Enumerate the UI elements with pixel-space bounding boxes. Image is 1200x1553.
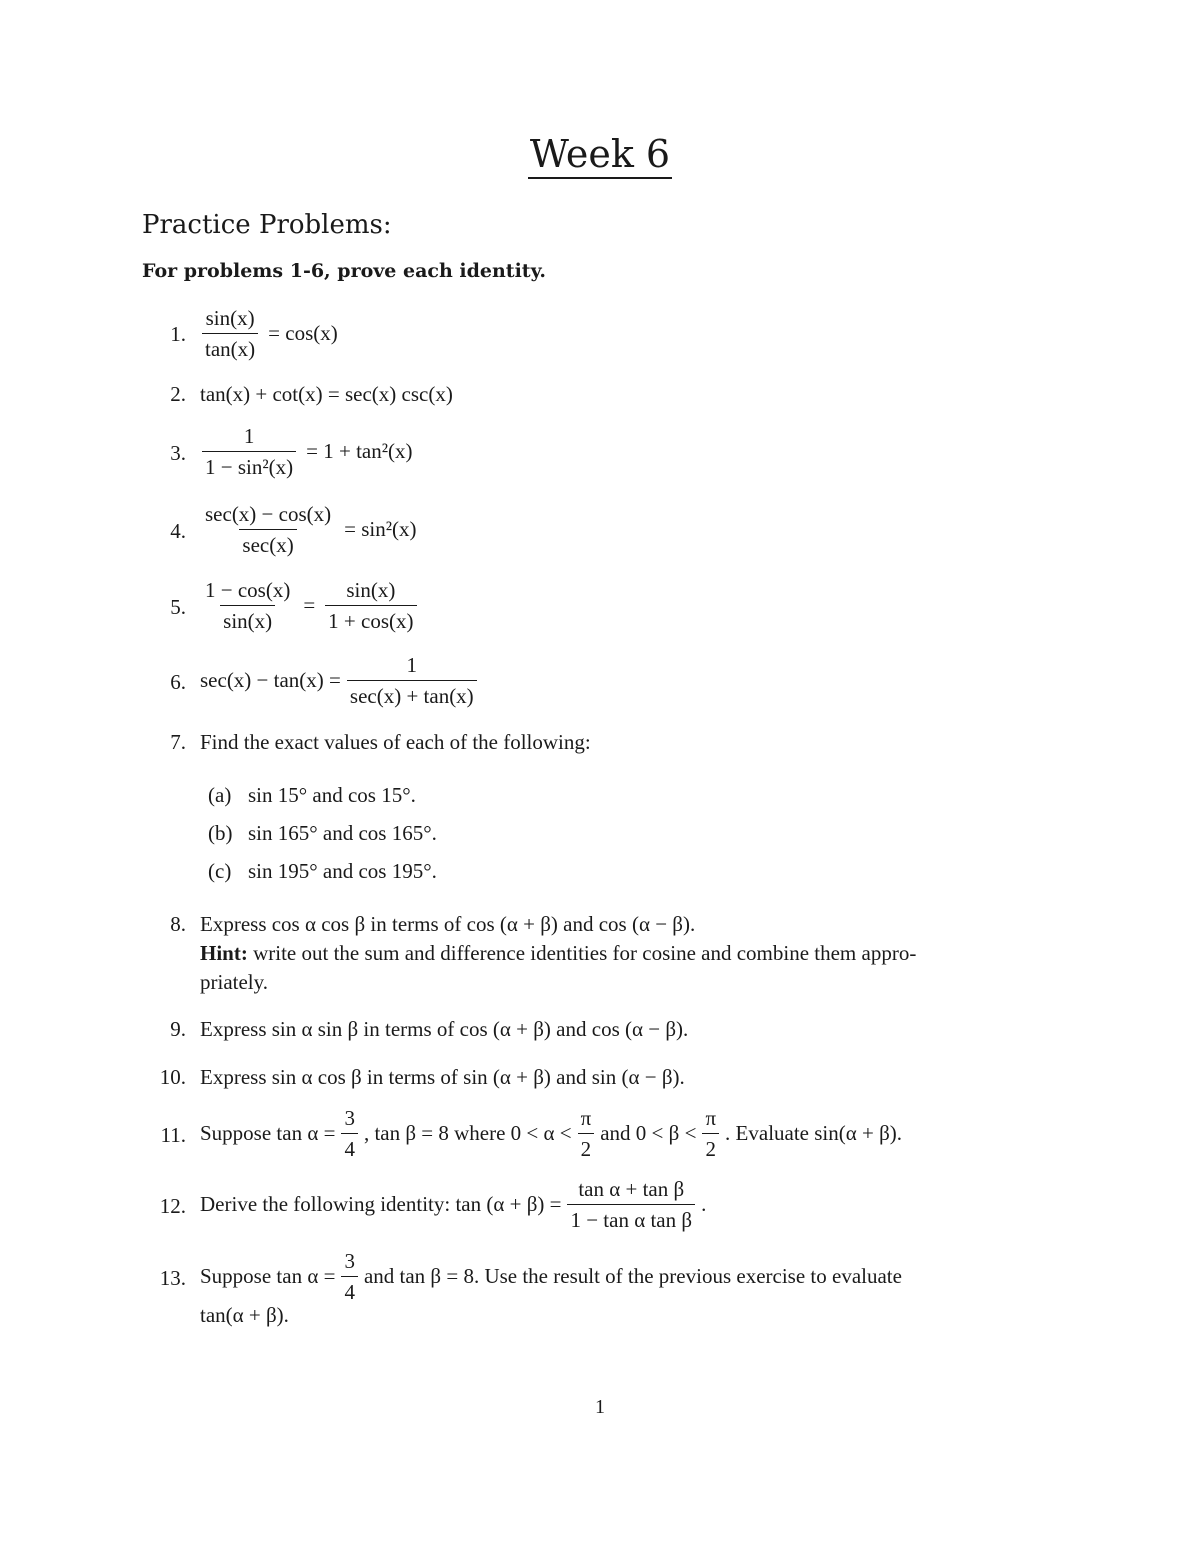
fraction-numerator: 1 − cos(x) bbox=[205, 578, 291, 602]
problem-number: 1. bbox=[170, 322, 186, 346]
subproblem-label: (c) bbox=[208, 859, 232, 883]
problem-3 bbox=[196, 424, 417, 479]
problem-number: 2. bbox=[170, 382, 186, 406]
problem-number: 11. bbox=[160, 1123, 186, 1147]
fraction-denominator: 4 bbox=[341, 1276, 358, 1304]
fraction-numerator: 3 bbox=[344, 1249, 355, 1273]
problem-text: and 0 < β < bbox=[600, 1121, 697, 1145]
fraction-numerator: sec(x) − cos(x) bbox=[205, 502, 332, 526]
problem-1 bbox=[196, 306, 342, 361]
problem-number: 10. bbox=[159, 1065, 186, 1089]
problem-text: . Evaluate sin(α + β). bbox=[725, 1121, 903, 1145]
problem-10-text: Express sin α cos β in terms of sin (α + β) and sin (α − β). bbox=[200, 1065, 685, 1089]
subproblem-b bbox=[208, 821, 437, 846]
fraction-denominator: 4 bbox=[341, 1133, 358, 1161]
equation-lhs: sec(x) − tan(x) = bbox=[200, 668, 341, 692]
fraction-denominator: 1 + cos(x) bbox=[325, 605, 416, 633]
hint-line bbox=[200, 941, 916, 966]
section-heading: Practice Problems: bbox=[142, 210, 392, 240]
problem-number: 5. bbox=[170, 595, 186, 619]
fraction-numerator: 3 bbox=[344, 1106, 355, 1130]
problem-9-text: Express sin α sin β in terms of cos (α + β) and cos (α − β). bbox=[200, 1017, 689, 1041]
problem-13-continuation: tan(α + β). bbox=[200, 1303, 289, 1327]
fraction-numerator: 1 bbox=[243, 424, 255, 448]
hint-label: Hint: bbox=[200, 941, 248, 965]
fraction-numerator: π bbox=[580, 1106, 592, 1130]
problem-number: 8. bbox=[170, 912, 186, 936]
fraction-numerator: π bbox=[705, 1106, 717, 1130]
problem-number: 6. bbox=[170, 670, 186, 694]
fraction-numerator: sin(x) bbox=[346, 578, 396, 602]
fraction-numerator: tan α + tan β bbox=[578, 1177, 685, 1201]
equation-rhs: = 1 + tan²(x) bbox=[306, 439, 413, 463]
problem-number: 4. bbox=[170, 519, 186, 543]
fraction-denominator: tan(x) bbox=[202, 333, 258, 361]
problem-number: 7. bbox=[170, 730, 186, 754]
fraction-denominator: 1 − tan α tan β bbox=[567, 1204, 695, 1232]
problem-6 bbox=[200, 653, 483, 708]
subproblem-a bbox=[208, 783, 416, 808]
problem-12 bbox=[200, 1177, 706, 1232]
equation-rhs: = sin²(x) bbox=[344, 517, 417, 541]
equation-rhs: = cos(x) bbox=[268, 321, 338, 345]
fraction-denominator: sin(x) bbox=[220, 605, 275, 633]
problem-text: , tan β = 8 where 0 < α < bbox=[363, 1121, 572, 1145]
problem-number: 3. bbox=[170, 441, 186, 465]
subproblem-text: sin 195° and cos 195°. bbox=[248, 859, 437, 883]
problem-11 bbox=[200, 1106, 902, 1161]
subproblem-text: sin 15° and cos 15°. bbox=[248, 783, 416, 807]
problem-text: Derive the following identity: tan (α + β) = bbox=[200, 1192, 562, 1216]
problem-2: tan(x) + cot(x) = sec(x) csc(x) bbox=[200, 382, 453, 406]
subproblem-text: sin 165° and cos 165°. bbox=[248, 821, 437, 845]
problem-13 bbox=[200, 1249, 902, 1304]
problem-text: and tan β = 8. Use the result of the previous exercise to evaluate bbox=[363, 1264, 902, 1288]
problem-text: . bbox=[701, 1192, 707, 1216]
fraction-denominator: sec(x) bbox=[239, 529, 296, 557]
problem-number: 9. bbox=[170, 1017, 186, 1041]
fraction-denominator: sec(x) + tan(x) bbox=[347, 680, 477, 708]
page-number: 1 bbox=[595, 1396, 605, 1418]
fraction-denominator: 1 − sin²(x) bbox=[202, 451, 296, 479]
problem-7-text: Find the exact values of each of the following: bbox=[200, 730, 591, 754]
equals-sign: = bbox=[303, 593, 316, 617]
fraction-numerator: sin(x) bbox=[205, 306, 255, 330]
hint-continuation: priately. bbox=[200, 970, 269, 994]
subproblem-label: (b) bbox=[208, 821, 233, 845]
problem-4 bbox=[196, 502, 421, 557]
problem-number: 12. bbox=[159, 1194, 186, 1218]
page-title: Week 6 bbox=[0, 132, 1200, 176]
problem-5 bbox=[196, 578, 423, 633]
problem-text: Suppose tan α = bbox=[200, 1121, 336, 1145]
problem-number: 13. bbox=[159, 1266, 186, 1290]
instructions: For problems 1-6, prove each identity. bbox=[142, 260, 547, 282]
problem-text: Suppose tan α = bbox=[200, 1264, 336, 1288]
hint-text: write out the sum and difference identities for cosine and combine them appro- bbox=[253, 941, 917, 965]
subproblem-label: (a) bbox=[208, 783, 232, 807]
subproblem-c bbox=[208, 859, 437, 884]
fraction-numerator: 1 bbox=[406, 653, 418, 677]
fraction-denominator: 2 bbox=[578, 1133, 595, 1161]
fraction-denominator: 2 bbox=[702, 1133, 719, 1161]
problem-8-text: Express cos α cos β in terms of cos (α + β) and cos (α − β). bbox=[200, 912, 696, 936]
